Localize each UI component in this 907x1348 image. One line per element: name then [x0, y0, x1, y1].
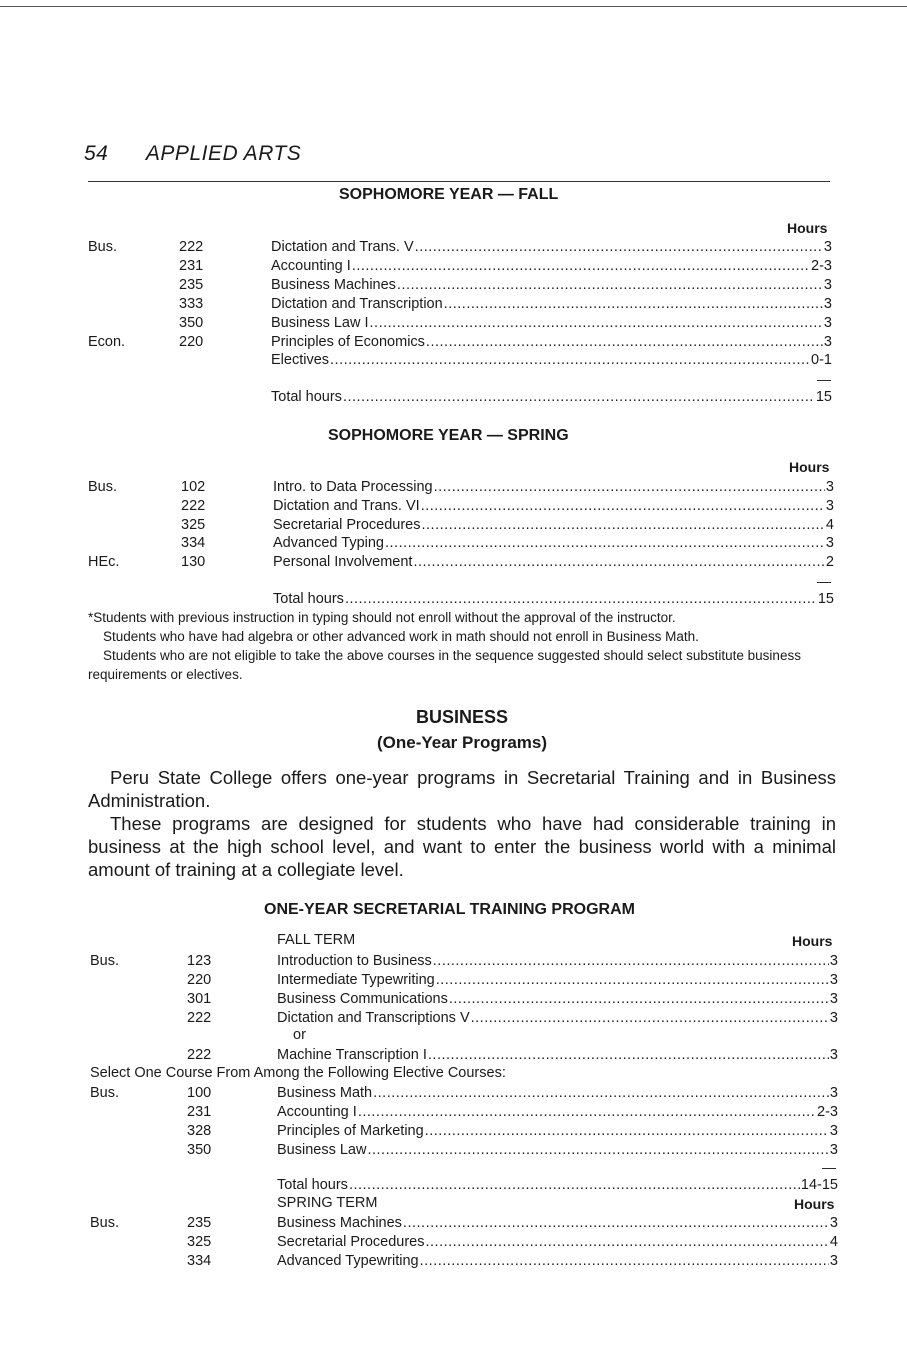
course-code: 325	[181, 516, 206, 533]
sec-total-row	[88, 1176, 838, 1194]
footnotes	[88, 608, 834, 684]
course-row	[88, 553, 834, 571]
course-row	[90, 1046, 838, 1064]
course-title: Secretarial Procedures	[277, 1233, 425, 1250]
course-hours: 0-1	[811, 352, 832, 369]
header-rule	[88, 181, 830, 182]
course-row	[88, 534, 834, 552]
course-hours: 3	[829, 1009, 838, 1026]
total-hours: 15	[817, 591, 834, 607]
course-hours: 3	[829, 971, 838, 988]
top-rule	[0, 6, 907, 7]
course-hours: 3	[829, 1047, 838, 1063]
total-label: Total hours	[271, 389, 342, 405]
course-title: Personal Involvement	[273, 554, 413, 571]
course-hours: 3	[829, 1215, 838, 1231]
or-label: or	[293, 1027, 306, 1043]
course-dept: Bus.	[90, 953, 120, 969]
course-code: 102	[181, 479, 206, 495]
course-row	[90, 990, 838, 1008]
course-hours: 3	[829, 1141, 838, 1158]
soph-spring-hours-label: Hours	[789, 459, 830, 475]
course-hours: 2	[825, 554, 834, 571]
course-row	[90, 1214, 838, 1232]
course-row	[88, 314, 832, 332]
course-code: 333	[179, 295, 204, 312]
course-row	[88, 276, 832, 294]
course-title: Dictation and Transcription	[271, 295, 443, 312]
course-title: Introduction to Business	[277, 953, 432, 969]
soph-fall-hours-label: Hours	[787, 220, 828, 236]
course-title: Business Law	[277, 1141, 367, 1158]
course-row	[90, 1009, 838, 1027]
course-title: Intro. to Data Processing	[273, 479, 433, 495]
footnote: Students who are not eligible to take the above courses in the sequence suggested should select substitute business requirements or electives.	[88, 648, 801, 682]
course-code: 130	[181, 554, 206, 571]
course-row	[90, 971, 838, 989]
course-title: Business Communications	[277, 990, 448, 1007]
course-code: 235	[179, 276, 204, 293]
course-code: 231	[187, 1103, 212, 1120]
course-hours: 3	[823, 295, 832, 312]
course-row	[90, 1141, 838, 1159]
course-code: 100	[187, 1085, 212, 1101]
course-code: 220	[179, 333, 204, 350]
course-hours: 3	[823, 276, 832, 293]
fall-term-label: FALL TERM	[277, 932, 356, 948]
total-hours: 14-15	[800, 1177, 838, 1193]
course-title: Advanced Typewriting	[277, 1252, 419, 1269]
sec-total-rule: —	[822, 1159, 836, 1175]
course-row	[90, 1084, 838, 1102]
course-row	[88, 238, 832, 256]
total-label: Total hours	[277, 1177, 348, 1193]
page-header	[84, 142, 301, 166]
course-title: Advanced Typing	[273, 535, 384, 552]
course-title: Business Law I	[271, 314, 369, 331]
total-label: Total hours	[273, 591, 344, 607]
course-code: 222	[179, 239, 204, 255]
course-hours: 3	[823, 333, 832, 350]
secretarial-heading: ONE-YEAR SECRETARIAL TRAINING PROGRAM	[264, 901, 635, 918]
business-subtitle: (One-Year Programs)	[376, 733, 548, 752]
course-dept: Bus.	[90, 1215, 120, 1231]
business-title: BUSINESS	[415, 707, 509, 727]
fall-term-hours-label: Hours	[792, 933, 833, 949]
course-row	[88, 497, 834, 515]
course-row	[88, 351, 832, 369]
soph-fall-total-rule: —	[817, 371, 831, 387]
course-hours: 4	[825, 516, 834, 533]
course-code: 350	[187, 1141, 212, 1158]
course-title: Business Machines	[271, 276, 396, 293]
course-dept: Bus.	[88, 479, 118, 495]
course-dept: Bus.	[90, 1085, 120, 1101]
course-code: 328	[187, 1122, 212, 1139]
course-title: Business Math	[277, 1085, 373, 1101]
total-hours: 15	[815, 389, 832, 405]
course-title: Dictation and Trans. VI	[273, 497, 420, 514]
course-code: 123	[187, 953, 212, 969]
soph-fall-heading: SOPHOMORE YEAR — FALL	[339, 186, 559, 203]
course-row	[88, 295, 832, 313]
course-code: 235	[187, 1215, 212, 1231]
spring-term-hours-label: Hours	[794, 1196, 835, 1212]
soph-spring-heading: SOPHOMORE YEAR — SPRING	[328, 427, 569, 444]
course-hours: 3	[823, 239, 832, 255]
course-hours: 4	[829, 1233, 838, 1250]
course-row	[88, 516, 834, 534]
course-row	[90, 1122, 838, 1140]
course-title: Business Machines	[277, 1215, 402, 1231]
course-code: 325	[187, 1233, 212, 1250]
course-row	[88, 257, 832, 275]
course-dept: HEc.	[88, 554, 120, 571]
course-hours: 3	[823, 314, 832, 331]
soph-fall-total-row	[88, 388, 832, 406]
course-title: Accounting I	[271, 257, 351, 274]
course-hours: 3	[825, 479, 834, 495]
spring-term-label: SPRING TERM	[277, 1195, 378, 1211]
course-code: 231	[179, 257, 204, 274]
course-title: Intermediate Typewriting	[277, 971, 435, 988]
course-hours: 3	[825, 497, 834, 514]
course-row	[90, 1103, 838, 1121]
course-title: Secretarial Procedures	[273, 516, 421, 533]
course-code: 222	[187, 1009, 212, 1026]
course-hours: 3	[829, 953, 838, 969]
soph-spring-total-row	[88, 590, 834, 608]
course-dept: Bus.	[88, 239, 118, 255]
course-code: 301	[187, 990, 212, 1007]
course-hours: 3	[829, 1085, 838, 1101]
course-title: Machine Transcription I	[277, 1047, 427, 1063]
footnote: Students who have had algebra or other advanced work in math should not enroll in Business Math.	[103, 629, 699, 644]
course-code: 334	[187, 1252, 212, 1269]
course-code: 222	[181, 497, 206, 514]
business-intro	[88, 766, 836, 881]
course-hours: 3	[829, 1252, 838, 1269]
course-title: Accounting I	[277, 1103, 357, 1120]
soph-spring-total-rule: —	[817, 573, 831, 589]
course-title: Electives	[271, 352, 330, 369]
course-row	[88, 478, 834, 496]
course-dept: Econ.	[88, 333, 126, 350]
course-hours: 3	[825, 535, 834, 552]
page-number: 54	[84, 142, 109, 165]
course-title: Dictation and Transcriptions V	[277, 1009, 470, 1026]
course-code: 222	[187, 1047, 212, 1063]
course-hours: 3	[829, 990, 838, 1007]
intro-paragraph: These programs are designed for students who have had considerable training in business at the high school level, and want to enter the business world with a minimal amount of training at a collegiate level.	[88, 813, 836, 880]
course-title: Principles of Marketing	[277, 1122, 424, 1139]
intro-paragraph: Peru State College offers one-year programs in Secretarial Training and in Business Administration.	[88, 767, 836, 811]
course-title: Dictation and Trans. V	[271, 239, 414, 255]
course-code: 220	[187, 971, 212, 988]
course-code: 334	[181, 535, 206, 552]
course-row	[88, 333, 832, 351]
elective-note: Select One Course From Among the Following Elective Courses:	[90, 1065, 506, 1081]
course-row	[90, 952, 838, 970]
course-hours: 2-3	[817, 1103, 838, 1120]
course-hours: 2-3	[811, 257, 832, 274]
course-row	[90, 1233, 838, 1251]
footnote: *Students with previous instruction in typing should not enroll without the approval of the instructor.	[88, 610, 676, 625]
course-title: Principles of Economics	[271, 333, 425, 350]
course-code: 350	[179, 314, 204, 331]
course-row	[90, 1252, 838, 1270]
course-hours: 3	[829, 1122, 838, 1139]
section-title: APPLIED ARTS	[145, 142, 302, 165]
